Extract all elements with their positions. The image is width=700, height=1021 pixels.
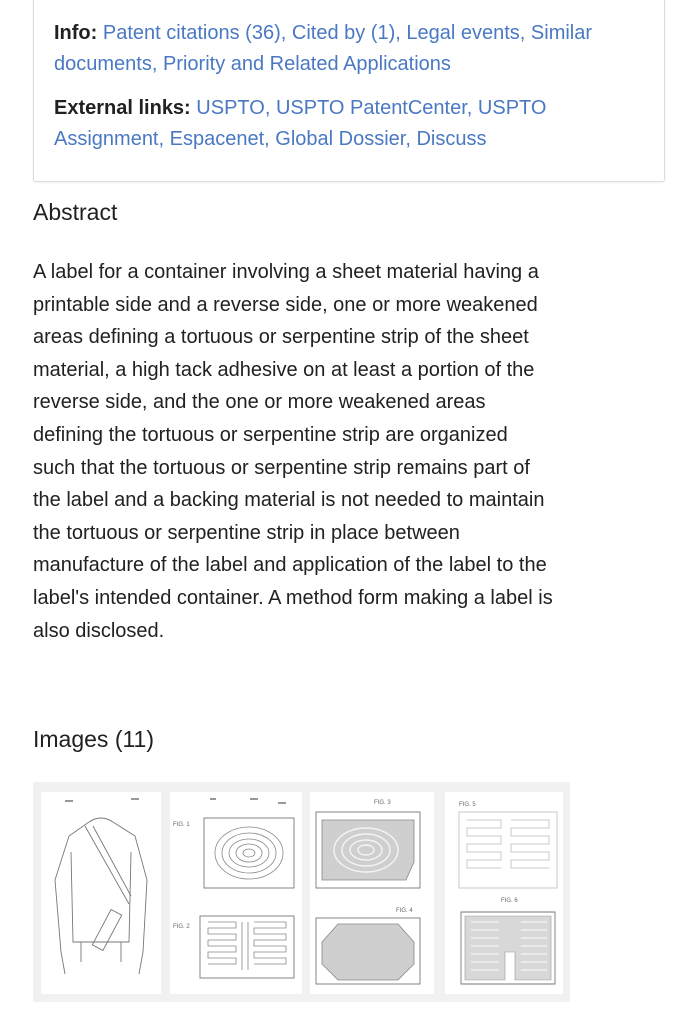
- fig1-label: FIG. 1: [173, 822, 190, 828]
- info-links: Info: Patent citations (36), Cited by (1), Legal events, Similar documents, Priority and Related Applications: [54, 22, 593, 75]
- external-links: External links: USPTO, USPTO PatentCenter, USPTO Assignment, Espacenet, Global Dossier, Discuss: [54, 97, 547, 150]
- image-thumbnail-fig1-fig2[interactable]: [170, 792, 302, 994]
- external-links-label: External links:: [54, 97, 191, 119]
- fig4-label: FIG. 4: [396, 908, 413, 914]
- fig3-fig4-drawing: [310, 792, 434, 994]
- image-thumbnail-fig5-fig6[interactable]: [445, 792, 563, 994]
- info-card: [33, 0, 665, 182]
- image-thumbnail-fig3-fig4[interactable]: [310, 792, 434, 994]
- fig6-label: FIG. 6: [501, 898, 518, 904]
- link-similar-documents[interactable]: Similar documents: [54, 22, 593, 75]
- link-uspto-assignment[interactable]: USPTO Assignment: [54, 97, 547, 150]
- fig5-label: FIG. 5: [459, 802, 476, 808]
- image-thumbnail-person[interactable]: [41, 792, 161, 994]
- fig1-fig2-drawing: [170, 792, 302, 994]
- images-strip: [33, 782, 570, 1002]
- images-heading: Images (11): [33, 726, 155, 752]
- fig3-label: FIG. 3: [374, 800, 391, 806]
- link-priority-applications[interactable]: Priority and Related Applications: [162, 53, 451, 75]
- link-legal-events[interactable]: Legal events: [406, 22, 520, 44]
- person-figure-drawing: [41, 792, 161, 994]
- link-cited-by[interactable]: Cited by (1): [291, 22, 396, 44]
- link-patent-citations[interactable]: Patent citations (36): [102, 22, 281, 44]
- fig5-fig6-drawing: [445, 792, 563, 994]
- link-global-dossier[interactable]: Global Dossier: [275, 128, 406, 150]
- info-label: Info:: [54, 22, 98, 44]
- link-uspto-patentcenter[interactable]: USPTO PatentCenter: [275, 97, 467, 119]
- abstract-heading: Abstract: [33, 199, 118, 225]
- link-uspto[interactable]: USPTO: [196, 97, 265, 119]
- link-discuss[interactable]: Discuss: [416, 128, 487, 150]
- link-espacenet[interactable]: Espacenet: [169, 128, 265, 150]
- fig2-label: FIG. 2: [173, 924, 190, 930]
- abstract-text: A label for a container involving a sheet material having a printable side and a reverse side, one or more weakened areas defining a tortuous or serpentine strip of the sheet material, a high tack adhesive on at least a portion of the reverse side, and the one or more weakened areas defining the tortuous or serpentine strip are organized such that the tortuous or serpentine strip remains part of the label and a backing material is not needed to maintain the tortuous or serpentine strip in place between manufacture of the label and application of the label to the label's intended container. A method form making a label is also disclosed.: [33, 261, 553, 642]
